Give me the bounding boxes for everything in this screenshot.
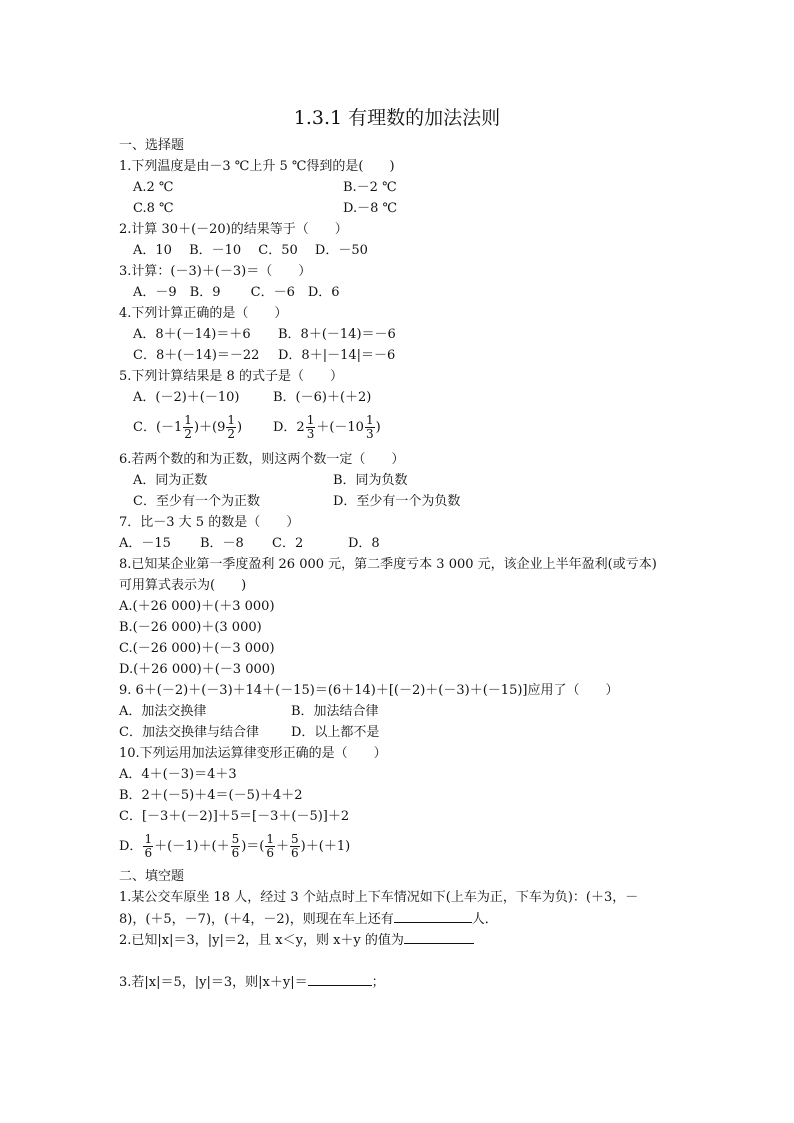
fraction-denominator: 3 — [306, 427, 315, 441]
q4-stem: 4.下列计算正确的是（ ） — [119, 306, 288, 321]
q8-stem-line-1: 8.已知某企业第一季度盈利 26 000 元，第二季度亏本 3 000 元，该企业上半年盈利(或亏本) — [119, 557, 657, 572]
q9-option-d: D．以上都不是 — [291, 725, 380, 740]
q3-options: A．－9 B．9 C．－6 D．6 — [133, 285, 340, 300]
fraction-numerator: 5 — [291, 832, 299, 846]
q5-stem: 5.下列计算结果是 8 的式子是（ ） — [119, 369, 343, 384]
fraction-numerator: 1 — [306, 413, 315, 427]
fraction-denominator: 2 — [227, 427, 235, 441]
q4-option-c: C．8＋(－14)＝－22 — [133, 348, 260, 363]
q8-option-b: B.(－26 000)＋(3 000) — [119, 620, 262, 635]
fraction-one-half — [183, 414, 193, 441]
fraction-numerator: 1 — [365, 413, 374, 427]
q8-option-c: C.(－26 000)＋(－3 000) — [119, 641, 275, 656]
fraction-denominator: 6 — [291, 846, 299, 860]
q2-options: A．10 B．－10 C．50 D．－50 — [133, 243, 368, 258]
fraction-denominator: 6 — [231, 846, 240, 860]
q10-option-d — [119, 832, 350, 862]
f1-text-end: 人． — [471, 912, 498, 927]
q1-option-c: C.8 ℃ — [133, 201, 174, 216]
answer-blank[interactable] — [394, 910, 472, 923]
q10-option-a: A．4＋(－3)＝4＋3 — [119, 767, 237, 782]
q6-option-a: A．同为正数 — [133, 473, 208, 488]
f1-line-1: 1.某公交车原坐 18 人，经过 3 个站点时上下车情况如下(上车为正，下车为负)：(＋3，－ — [119, 890, 639, 905]
q9-stem: 9. 6＋(－2)＋(－3)＋14＋(－15)＝(6＋14)＋[(－2)＋(－3)＋(－15)]应用了（ ） — [119, 683, 619, 698]
q5-d-text-1: D．2 — [273, 420, 305, 435]
fraction-five-sixths — [231, 833, 241, 860]
q10-stem: 10.下列运用加法运算律变形正确的是（ ） — [119, 746, 387, 761]
fraction-five-sixths — [290, 833, 300, 860]
fraction-one-sixth — [143, 833, 153, 860]
f2-line — [119, 931, 474, 950]
q4-option-a: A．8＋(－14)＝＋6 — [133, 327, 251, 342]
section-heading-choice: 一、选择题 — [119, 138, 185, 153]
fraction-numerator: 5 — [231, 832, 240, 846]
q10-d-text-5: )＋(＋1) — [300, 839, 351, 854]
q5-c-text-3: ) — [237, 420, 243, 435]
fraction-numerator: 1 — [184, 413, 192, 427]
fraction-one-half — [226, 414, 236, 441]
q2-stem: 2.计算 30＋(－20)的结果等于（ ） — [119, 222, 348, 237]
q6-option-b: B．同为负数 — [333, 473, 408, 488]
q1-stem: 1.下列温度是由－3 ℃上升 5 ℃得到的是( ) — [119, 159, 395, 174]
q8-stem-line-2: 可用算式表示为( ) — [119, 578, 247, 593]
fraction-denominator: 6 — [144, 846, 153, 860]
q9-option-c: C．加法交换律与结合律 — [119, 725, 259, 740]
f3-text: 3.若|x|＝5，|y|＝3，则|x＋y|＝ — [119, 975, 308, 990]
q7-stem: 7．比－3 大 5 的数是（ ） — [119, 515, 300, 530]
q8-option-d: D.(＋26 000)＋(－3 000) — [119, 662, 276, 677]
fraction-numerator: 1 — [144, 832, 153, 846]
fraction-denominator: 3 — [365, 427, 374, 441]
q5-d-text-2: ＋(－10 — [316, 420, 364, 435]
answer-blank[interactable] — [308, 973, 372, 986]
page-title: 1.3.1 有理数的加法法则 — [293, 107, 501, 129]
q7-option-d: D．8 — [348, 536, 380, 551]
fraction-one-third — [306, 414, 316, 441]
f2-text: 2.已知|x|＝3，|y|＝2，且 x＜y，则 x＋y 的值为 — [119, 933, 404, 948]
q5-option-a: A．(－2)＋(－10) — [133, 390, 240, 405]
q5-option-b: B．(－6)＋(＋2) — [273, 390, 372, 405]
q1-option-a: A.2 ℃ — [133, 180, 174, 195]
q5-c-text-2: )＋(9 — [193, 420, 226, 435]
f3-line — [119, 973, 385, 992]
f1-text: 8)，(＋5，－7)，(＋4，－2)，则现在车上还有 — [119, 912, 394, 927]
q10-option-b: B．2＋(－5)＋4＝(－5)＋4＋2 — [119, 788, 303, 803]
q1-option-d: D.－8 ℃ — [343, 201, 398, 216]
q1-option-b: B.－2 ℃ — [343, 180, 397, 195]
q3-stem: 3.计算：(－3)＋(－3)＝（ ） — [119, 264, 312, 279]
q7-option-c: C．2 — [272, 536, 304, 551]
q5-option-c — [133, 413, 242, 443]
q5-option-d — [273, 413, 381, 443]
q6-option-c: C．至少有一个为正数 — [133, 494, 260, 509]
q7-option-b: B．－8 — [200, 536, 244, 551]
q4-option-b: B．8＋(－14)＝－6 — [278, 327, 396, 342]
q8-option-a: A.(＋26 000)＋(＋3 000) — [119, 599, 275, 614]
q10-d-text-1: D． — [119, 839, 143, 854]
fraction-one-third — [365, 414, 375, 441]
q9-option-a: A．加法交换律 — [119, 704, 207, 719]
fraction-numerator: 1 — [266, 832, 275, 846]
q4-option-d: D．8＋|－14|＝－6 — [278, 348, 396, 363]
fraction-one-sixth — [265, 833, 275, 860]
f3-text-end: ； — [371, 975, 385, 990]
answer-blank[interactable] — [404, 931, 474, 944]
q5-c-text-1: C．(－1 — [133, 420, 183, 435]
q9-option-b: B．加法结合律 — [291, 704, 379, 719]
q6-stem: 6.若两个数的和为正数，则这两个数一定（ ） — [119, 452, 405, 467]
q5-d-text-3: ) — [375, 420, 381, 435]
fraction-numerator: 1 — [227, 413, 235, 427]
q6-option-d: D．至少有一个为负数 — [333, 494, 461, 509]
q10-d-text-2: ＋(－1)＋(＋ — [154, 839, 230, 854]
fraction-denominator: 2 — [184, 427, 192, 441]
q10-d-text-4: ＋ — [276, 839, 290, 854]
f1-line-2 — [119, 910, 498, 929]
section-heading-fill: 二、填空题 — [119, 869, 185, 884]
fraction-denominator: 6 — [266, 846, 275, 860]
q10-option-c: C．[－3＋(－2)]＋5＝[－3＋(－5)]＋2 — [119, 809, 350, 824]
q10-d-text-3: )＝( — [241, 839, 265, 854]
q7-option-a: A．－15 — [119, 536, 171, 551]
